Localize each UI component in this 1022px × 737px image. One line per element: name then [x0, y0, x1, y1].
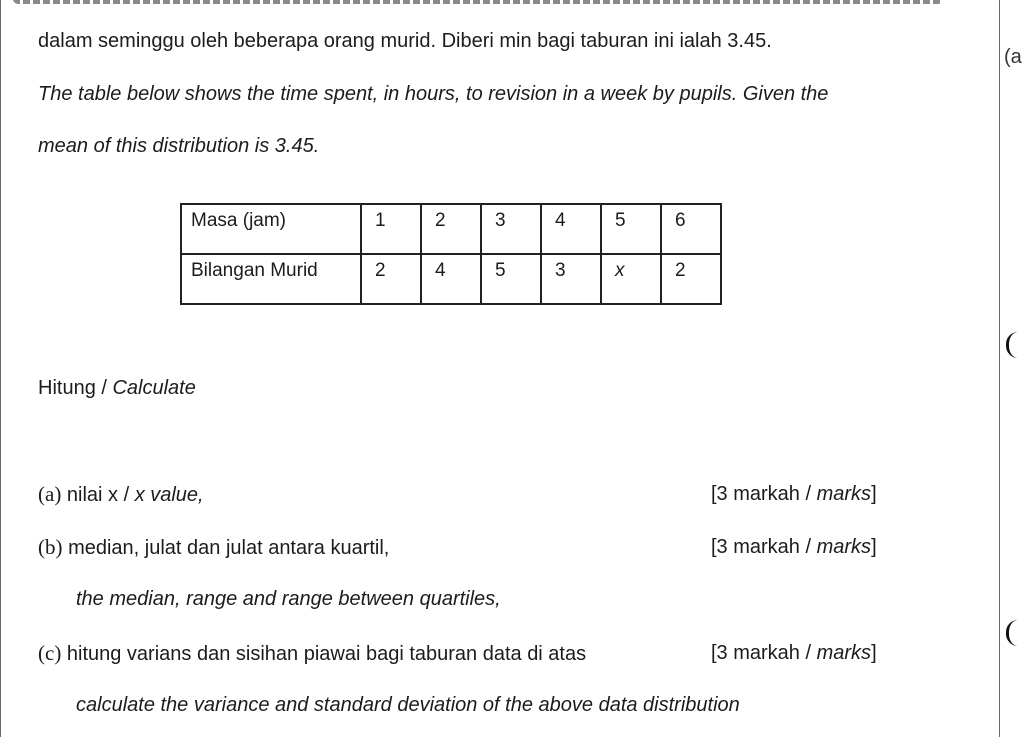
table-row-pupils: [181, 254, 721, 304]
question-text: hitung varians dan sisihan piawai bagi taburan data di atas: [66, 643, 587, 665]
calculate-heading: [38, 376, 196, 400]
marks-english: marks: [816, 483, 872, 505]
marks-prefix: [3 markah /: [711, 483, 817, 505]
question-text: median, julat dan julat antara kuartil,: [68, 537, 390, 559]
calculate-english: Calculate: [112, 377, 196, 399]
intro-malay-line: dalam seminggu oleh beberapa orang murid. Diberi min bagi taburan ini ialah 3.45.: [38, 30, 772, 52]
table-cell: 4: [421, 254, 481, 304]
marks-c: [711, 641, 877, 665]
table-cell: 3: [481, 204, 541, 254]
table-cell-unknown-x: x: [601, 254, 661, 304]
marks-english: marks: [816, 642, 872, 664]
calculate-malay: Hitung /: [38, 377, 113, 399]
question-label: (c): [38, 641, 62, 665]
cut-off-text-line: [13, 0, 943, 4]
marks-a: [711, 482, 877, 506]
marks-suffix: ]: [871, 483, 877, 505]
question-text-english: x value,: [134, 484, 204, 506]
edge-parenthesis: [1006, 620, 1019, 646]
table-cell-header-pupils: Bilangan Murid: [181, 254, 361, 304]
question-c: [38, 641, 586, 666]
marks-english: marks: [816, 536, 872, 558]
table-cell: 4: [541, 204, 601, 254]
table-cell: 5: [601, 204, 661, 254]
intro-english-line-1: The table below shows the time spent, in hours, to revision in a week by pupils. Given the: [38, 83, 829, 105]
question-c-english: calculate the variance and standard deviation of the above data distribution: [76, 694, 740, 716]
question-label: (b): [38, 535, 63, 559]
table-cell: 2: [361, 254, 421, 304]
intro-english-line-2: mean of this distribution is 3.45.: [38, 135, 320, 157]
table-cell: 2: [661, 254, 721, 304]
edge-parenthesis: [1006, 332, 1019, 358]
table-cell-header-time: Masa (jam): [181, 204, 361, 254]
table-cell: 3: [541, 254, 601, 304]
question-label: (a): [38, 482, 62, 506]
marks-suffix: ]: [871, 642, 877, 664]
question-b: [38, 535, 389, 560]
marks-prefix: [3 markah /: [711, 642, 817, 664]
marks-suffix: ]: [871, 536, 877, 558]
table-row-time: [181, 204, 721, 254]
data-table: [180, 203, 722, 305]
question-b-english: the median, range and range between quartiles,: [76, 588, 501, 610]
question-a: [38, 482, 204, 507]
marks-prefix: [3 markah /: [711, 536, 817, 558]
marks-b: [711, 535, 877, 559]
edge-fragment: (a: [1004, 46, 1022, 68]
table-cell: 2: [421, 204, 481, 254]
table-cell: 6: [661, 204, 721, 254]
table-cell: 5: [481, 254, 541, 304]
question-text: nilai x /: [66, 484, 135, 506]
table-cell: 1: [361, 204, 421, 254]
